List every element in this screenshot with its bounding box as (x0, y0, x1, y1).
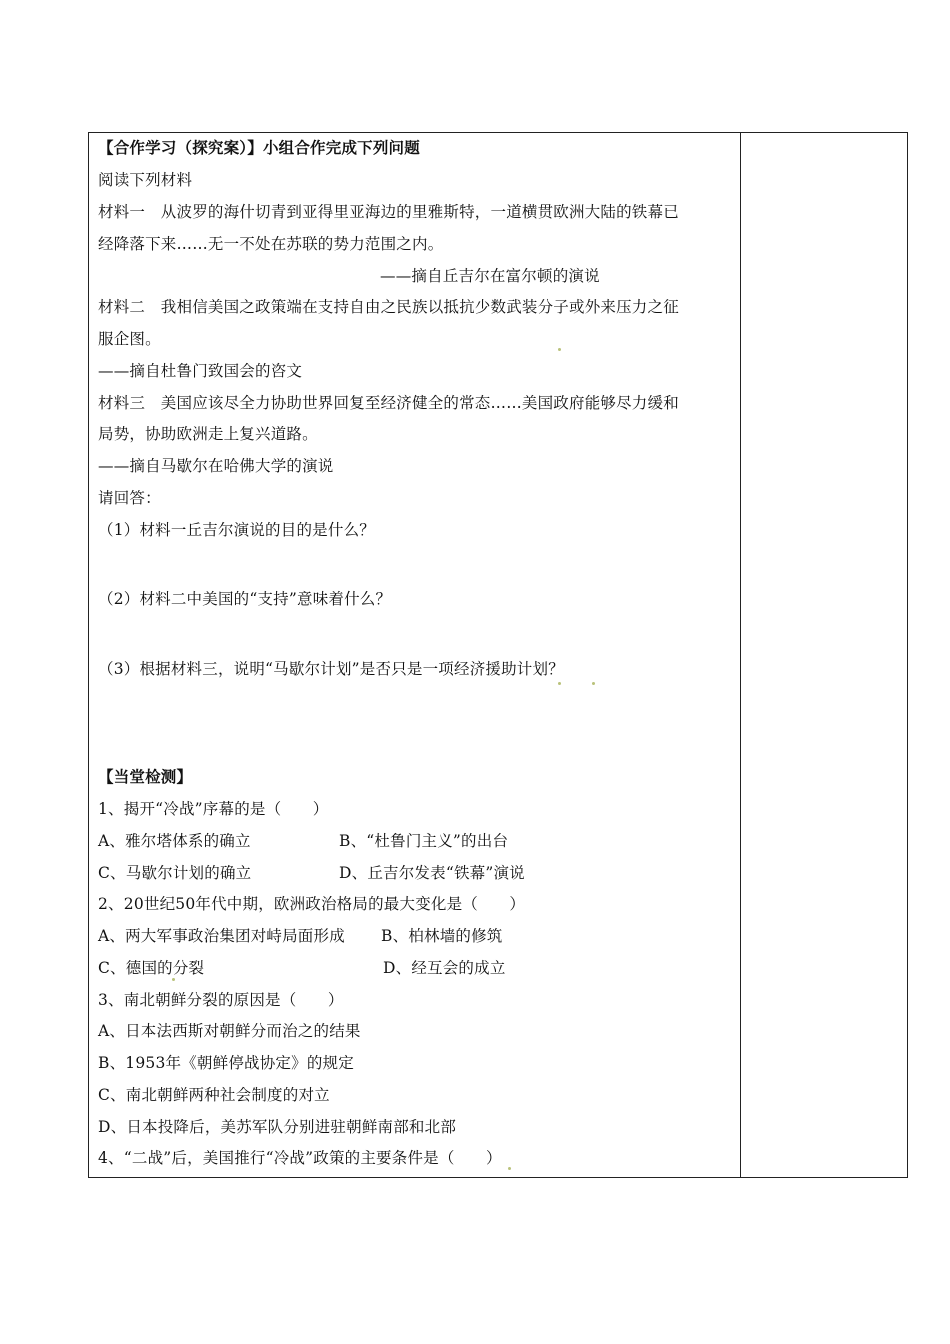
test-q1-option-c: C、马歇尔计划的确立 (98, 864, 252, 882)
material3-line2: 局势，协助欧洲走上复兴道路。 (98, 425, 318, 443)
test-q3-option-b: B、1953年《朝鲜停战协定》的规定 (98, 1054, 354, 1072)
test-q1-option-a: A、雅尔塔体系的确立 (98, 832, 251, 850)
test-q2-option-a: A、两大军事政治集团对峙局面形成 (98, 927, 345, 945)
question-3: （3）根据材料三，说明“马歇尔计划”是否只是一项经济援助计划？ (98, 660, 564, 678)
test-q1-option-d: D、丘吉尔发表“铁幕”演说 (339, 864, 525, 882)
test-q2-option-d: D、经互会的成立 (383, 959, 506, 977)
test-q2-option-b: B、柏林墙的修筑 (381, 927, 503, 945)
material2-line1: 材料二 我相信美国之政策端在支持自由之民族以抵抗少数武装分子或外来压力之征 (98, 298, 679, 316)
material2-line2: 服企图。 (98, 330, 161, 348)
test-q2-option-c: C、德国的分裂 (98, 959, 205, 977)
scan-mark (558, 348, 561, 351)
answer-prompt: 请回答： (98, 489, 161, 507)
question-1: （1）材料一丘吉尔演说的目的是什么？ (98, 521, 375, 539)
test-q4: 4、“二战”后，美国推行“冷战”政策的主要条件是（ ） (98, 1149, 502, 1167)
scan-mark (508, 1167, 511, 1170)
test-q2: 2、20世纪50年代中期，欧洲政治格局的最大变化是（ ） (98, 895, 526, 913)
scan-mark (172, 978, 175, 981)
scan-mark (592, 682, 595, 685)
material3-source: ——摘自马歇尔在哈佛大学的演说 (98, 457, 334, 475)
column-divider (740, 133, 741, 1177)
test-q1-option-b: B、“杜鲁门主义”的出台 (339, 832, 509, 850)
intro-text: 阅读下列材料 (98, 171, 193, 189)
question-2: （2）材料二中美国的“支持”意味着什么？ (98, 590, 392, 608)
test-q3-option-c: C、南北朝鲜两种社会制度的对立 (98, 1086, 330, 1104)
material3-line1: 材料三 美国应该尽全力协助世界回复至经济健全的常态……美国政府能够尽力缓和 (98, 394, 679, 412)
test-q3-option-a: A、日本法西斯对朝鲜分而治之的结果 (98, 1022, 361, 1040)
test-q1: 1、揭开“冷战”序幕的是（ ） (98, 800, 329, 818)
material1-line1: 材料一 从波罗的海什切青到亚得里亚海边的里雅斯特，一道横贯欧洲大陆的铁幕已 (98, 203, 679, 221)
test-q3: 3、南北朝鲜分裂的原因是（ ） (98, 991, 344, 1009)
section-title: 【合作学习（探究案）】小组合作完成下列问题 (98, 138, 420, 157)
material1-source: ——摘自丘吉尔在富尔顿的演说 (380, 267, 600, 285)
test-title: 【当堂检测】 (98, 767, 193, 786)
scan-mark (558, 682, 561, 685)
material2-source: ——摘自杜鲁门致国会的咨文 (98, 362, 303, 380)
worksheet-table (88, 132, 908, 1178)
test-q3-option-d: D、日本投降后，美苏军队分别进驻朝鲜南部和北部 (98, 1118, 457, 1136)
material1-line2: 经降落下来……无一不处在苏联的势力范围之内。 (98, 235, 444, 253)
main-column (89, 133, 740, 1177)
